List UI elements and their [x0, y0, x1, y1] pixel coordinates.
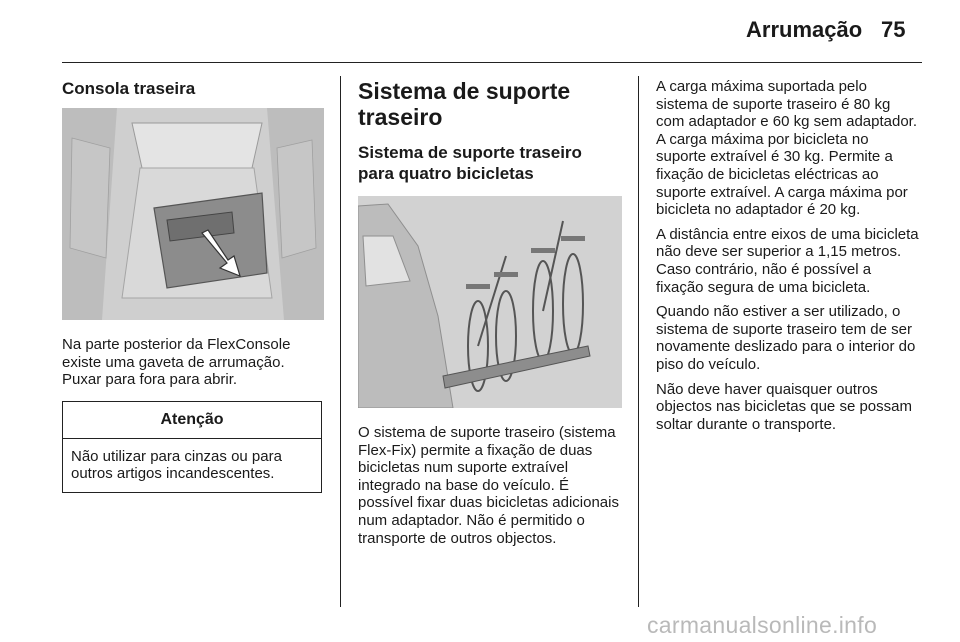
caution-box [62, 401, 322, 493]
loose-objects-paragraph: Não deve haver quaisquer outros objectos nas bicicletas que se possam soltar durante o transporte. [656, 380, 912, 433]
chapter-title: Arrumação [746, 17, 863, 42]
wheelbase-paragraph: A distância entre eixos de uma bicicleta não deve ser superior a 1,15 metros. Caso contrário, não é possível a fixação segura de uma bicicleta. [656, 225, 919, 296]
caution-text: Não utilizar para cinzas ou para outros artigos incandescentes. [71, 447, 282, 483]
page-number: 75 [881, 17, 906, 42]
subsection-title-four-bicycles: Sistema de suporte traseiro para quatro bicicletas [358, 143, 582, 183]
section-title-rear-console: Consola traseira [62, 79, 196, 98]
column-divider-left [340, 76, 341, 607]
rear-console-drawer-illustration [62, 108, 324, 320]
caution-title: Atenção [63, 402, 321, 439]
carrier-description-text: O sistema de suporte traseiro (sistema Flex-Fix) permite a fixação de duas bicicletas num suporte extraível integrado na base do veículo. É possível fixar duas bicicletas adicionais num adaptador. Não é permitido o transporte de outros objectos. [358, 424, 619, 547]
left-column [62, 78, 324, 493]
right-column [656, 78, 922, 440]
page-header [0, 0, 960, 60]
watermark: carmanualsonline.info [647, 612, 878, 638]
stowage-paragraph: Quando não estiver a ser utilizado, o sistema de suporte traseiro tem de ser novamente deslizado para o interior do piso do veículo. [656, 303, 916, 373]
max-load-paragraph: A carga máxima suportada pelo sistema de suporte traseiro é 80 kg com adaptador e 60 kg sem adaptador. A carga máxima por bicicleta no suporte extraível é 30 kg. Permite a fixação de bicicletas eléctricas ao suporte extraível. A carga máxima por bicicleta no adaptador é 20 kg. [656, 78, 918, 219]
middle-column [358, 78, 622, 554]
header-rule [62, 62, 922, 63]
rear-console-text: Na parte posterior da FlexConsole existe uma gaveta de arrumação. Puxar para fora para abrir. [62, 336, 291, 389]
bicycle-carrier-illustration [358, 196, 622, 408]
column-divider-right [638, 76, 639, 607]
section-title-rear-carrier: Sistema de suporte traseiro [358, 78, 571, 130]
